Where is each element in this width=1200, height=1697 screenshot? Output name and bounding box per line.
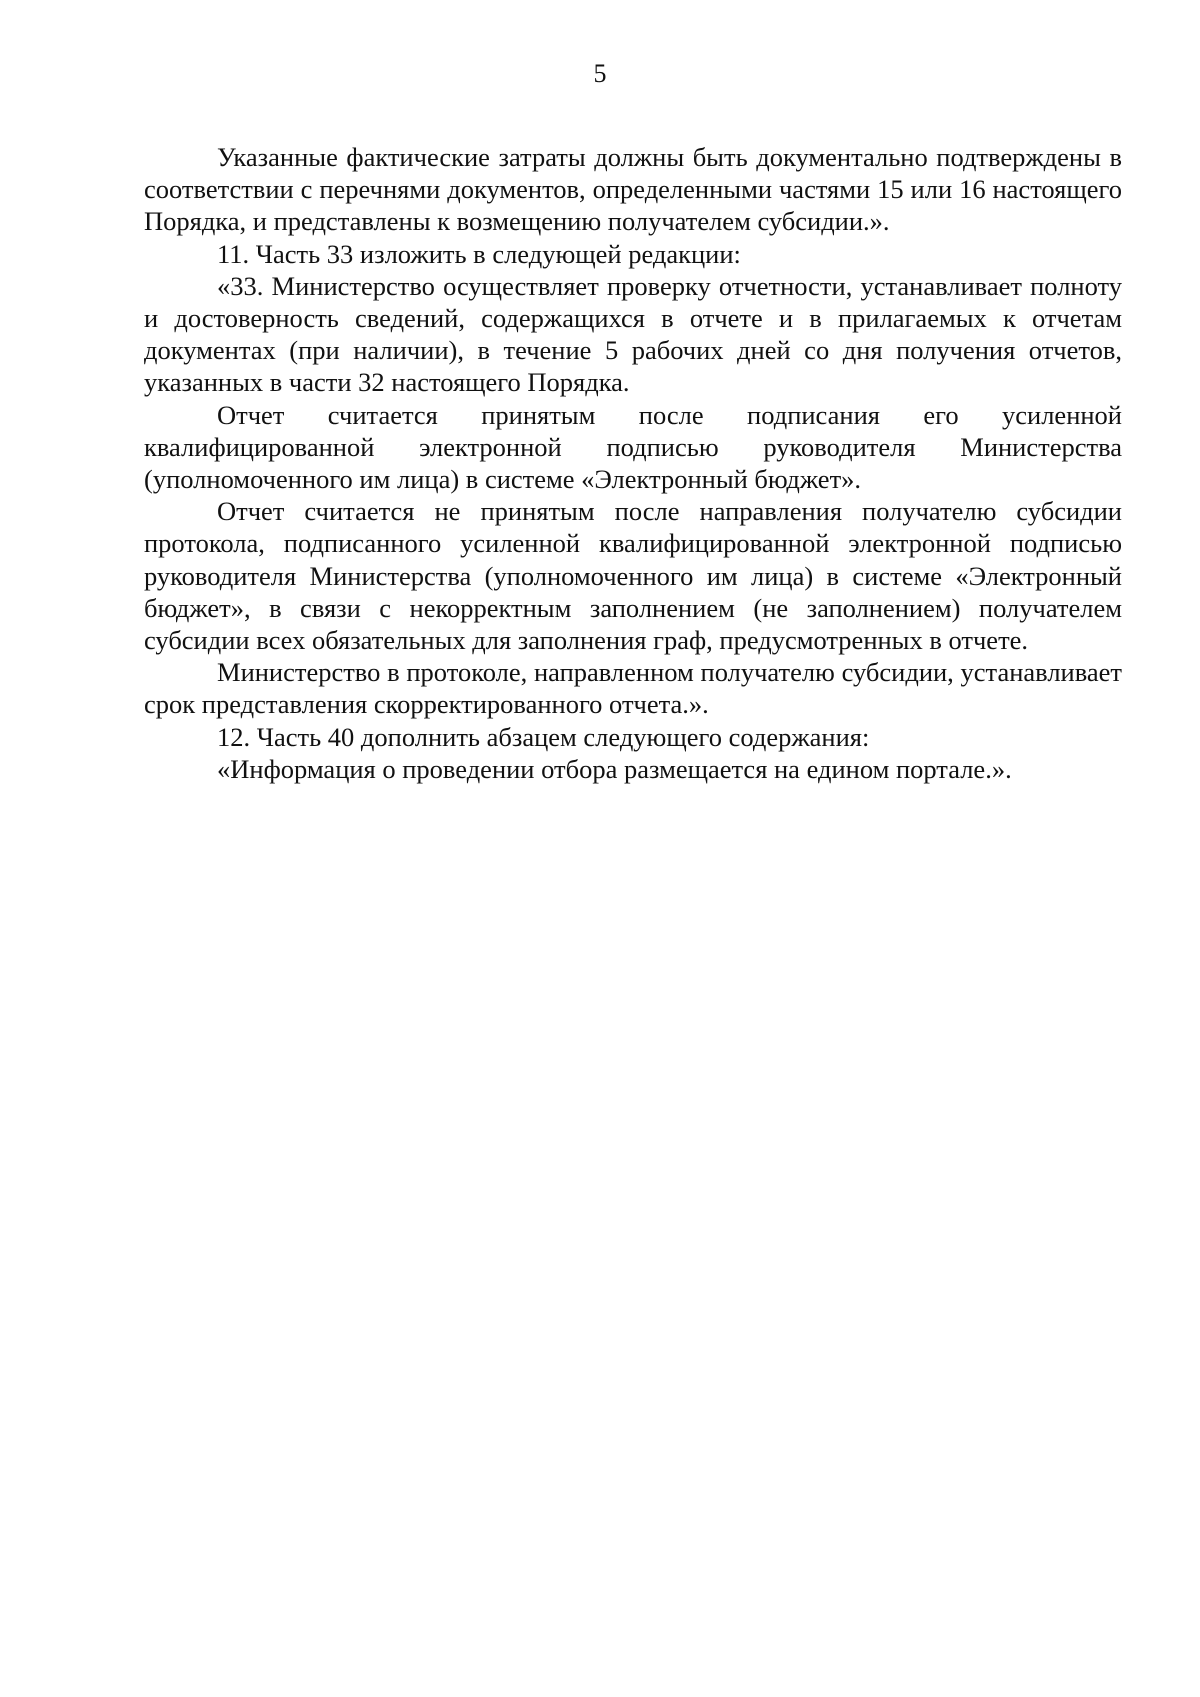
paragraph-item-11: 11. Часть 33 изложить в следующей редакции: [217, 238, 741, 269]
paragraph-item-12: 12. Часть 40 дополнить абзацем следующего содержания: [217, 721, 870, 752]
document-body [144, 141, 1122, 785]
paragraph-report-not-accepted: Отчет считается не принятым после направления получателю субсидии протокола, подписанного усиленной квалифицированной электронной подписью руководителя Министерства (уполномоченного им лица) в системе «Электронный бюджет», в связи с некорректным заполнением (не заполнением) получателем субсидии всех обязательных для заполнения граф, предусмотренных в отчете. [144, 496, 1122, 656]
paragraph-part-33: «33. Министерство осуществляет проверку отчетности, устанавливает полноту и достоверность сведений, содержащихся в отчете и в прилагаемых к отчетам документах (при наличии), в течение 5 рабочих дней со дня получения отчетов, указанных в части 32 настоящего Порядка. [144, 270, 1122, 398]
page-number: 5 [593, 59, 607, 88]
paragraph-portal-info: «Информация о проведении отбора размещается на едином портале.». [217, 753, 1012, 784]
paragraph-actual-costs: Указанные фактические затраты должны быть документально подтверждены в соответствии с перечнями документов, определенными частями 15 или 16 настоящего Порядка, и представлены к возмещению получателем субсидии.». [144, 142, 1122, 237]
paragraph-correction-deadline: Министерство в протоколе, направленном получателю субсидии, устанавливает срок представления скорректированного отчета.». [144, 657, 1122, 720]
paragraph-report-accepted: Отчет считается принятым после подписания его усиленной квалифицированной электронной подписью руководителя Министерства (уполномоченного им лица) в системе «Электронный бюджет». [144, 399, 1122, 495]
